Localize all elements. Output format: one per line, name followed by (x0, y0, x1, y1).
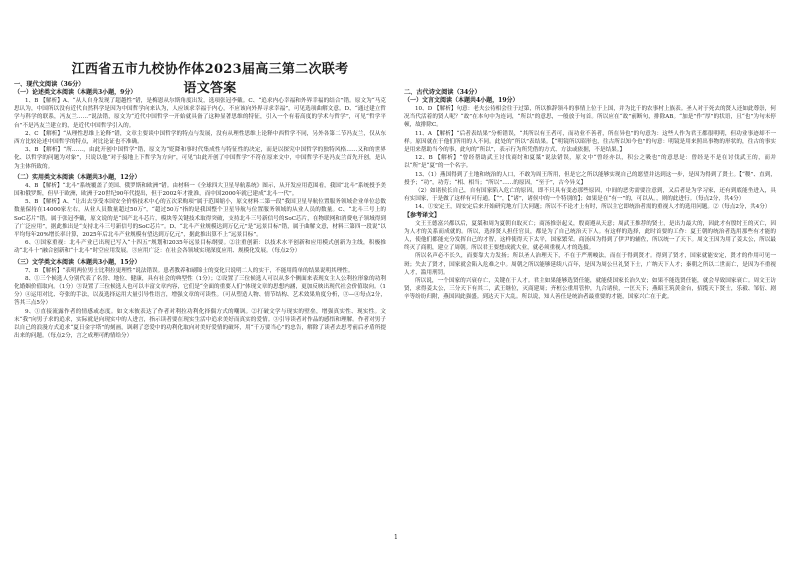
answer-10: 10、D 【解析】句意：老夫公待相会往于过第，所以推辞领斗的事情上位于上国，并为比千的农事村上族表。圣人对于死去的贤人还如此尊崇，何况当代活着的贤人呢？“故”在本句中为连词，“所以”的意思，一般放于句首。所以应在“故”前断句，排除AB。“加是”作“厚”的状语，且“也”为句末停顿，故排除C。 (404, 106, 776, 129)
answer-12: 12、B 【解析】“曾经帮助武王讨伐商纣和夏桀”说法错误，原文中“曾经亦以，积公之吸也”的意思是：曾经是不是在讨伐武王的，而并以“所”是“夏”的一个名字。 (404, 155, 776, 170)
answer-9: 9、①直接流露作者的情感或态度。如文末彼表达了作者对利拉功利化择偶方式的嘲讽。②打破文学与现实的壁垒，增强真实性、现实性。文末“我”向男子求的追求，实际就是向现实中的人进言，指示读者要在现实生活中追求美好而真实的爱情。③引导读者对作品的感悟和理解。作者对男子以自己的浪漫方式追求“夏日金字塔”的刻画，讽刺了恋爱中的功利化取向对美好爱情的破坏，用“千万要当心”的忠告，解除了读者去思考前后矛盾所提出来的问题。（每点2分，言之成理可酌情给分） (14, 308, 386, 340)
answer-5: 5、B 【解析】A、“让出去享受本国安全价格技术中心的五次采购项”属于范围缩小，原文材料二第一段“我国卫星导航位置服务领域企业单位总数数量保持在14000家左右，从业人员数量超过50万”，“超过50万”指的是我国整个卫星导航与位置服务领域的从业人员的数量。C、“北斗三号上的SoC芯片”错。属于张冠李戴，原文说的是“国产北斗芯片，模块等关键技术取得突破，支持北斗三号新信号的SoC芯片，在物联网和消费电子领域得到了广泛应用”，据此推出是“支持北斗三号新信号的SoC芯片”。D、“北斗产业规模达到万亿元”是“远景目标”错，属于曲解文意，材料三第四一段说“以平均每年20%增长率计算，2025年后北斗产业规模有望达到万亿元”，据此推出算不上“远景目标”。 (14, 199, 386, 239)
right-column (404, 88, 776, 302)
answer-13-2: （2）如诸侯长自己，自有国家陷入危亡的原因，即不只具有变态那些原因，中间的恶劣需要注意到，又后者是为学习家，还有到底能坐进入，具有实国家，于是做了这样有可行通。【“”，【“诸”，诸侯中的一个特别的】；如果是在“有一”的，可以从。，则的此进行。（每点2分，共4分） (404, 188, 776, 203)
section-heading-classical: 二、古代诗文阅读（34分） (404, 89, 481, 96)
answer-1: 1、B 【解析】A、“从人自身发现了超越性”错，是梅恩从尔斯角度出发，选项张冠李戴。C、“追求内心幸福和外界幸福的结合”错。原文为“马克思认为，中国所以没有近代自然科学是因为中国哲学向来认为，人应该求幸福于内心，不应该向外界寻求幸福”，可见选项曲解文意。D、“通过建立哲学与科学的联系，冯友兰……”说法错，原文为“近代中国哲学一开始就具备了这种显著思维的特征，引入一个有着高度的学术与哲学”，可见“哲学平台”不是冯友兰建立的，是近代中国哲学引入的。 (14, 98, 386, 129)
subsection-heading-practical: （二）实用类文本阅读（本题共3小题，12分） (14, 173, 141, 181)
answer-2: 2、C 【解析】“从理性思维上论释”错，文章主要谈中国哲学的特点与发展，没有从理性思维上论释中西哲学不同，另外各第二节冯友兰，仅从东西方比较论述中国哲学的特点，对比论证也不准确。 (14, 130, 386, 146)
translation-paragraph-3: 所以说，一个国家的兴衰存亡，关键在于人才。君主如果能够选贤任能，就能使国家长治久安；如果不能选贤任能，就会导致国家衰亡。周文王访贤，求得姜太公，三分天下有其二，武王继位，灭商建周；齐桓公重用管仲，九合诸侯，一匡天下；燕昭王筑黄金台，招揽天下贤士，乐毅、邹衍、剧辛等纷纷归附，燕国因此强盛。到达天下大乱。所以说，知人善任是统治者最重要的才能，国家兴亡在于此。 (404, 278, 776, 301)
answer-8: 8、①三个候选人分别代表了名誉、地位、健康，具有社会的典型性（1分）；②设置了三位候选人可以从多个侧面来表现女主人公利拉形象的功利化婚姻价值取向。（1分）③设置了三位候选人也可以丰富文章内容，它们是“全面的重要人们”体现文章的思想内涵，更加反映出现代社会价值取向。（1分）④运用对比、夸张的手法，以及选择运用大量引导性语言，增强文章的可读性。（可从塑造人物、情节结构、艺术效果角度分析，③—④每点2分，答其三点5分） (14, 275, 386, 307)
answer-3: 3、B 【解析】“所……，由此开创中国哲学”错，原文为“贬降和事时代集成性与特征性的决定，而是以探究中国哲学的独特风格……又和的世界化、以哲学的问题为对象”，只说以他“对于接地上下哲学为方向”，可见“由此开创了中国哲学”不符在原来文中，中国哲学不是冯友兰首先开创，是认为主体所致的。 (14, 147, 386, 170)
subsection-heading-argument: （一）论述类文本阅读（本题共3小题，9分） (14, 89, 137, 96)
answer-11: 11、A 【解析】“后者表结果”分析错误，“其所以有王者可，而功业不善者，所在异也”的句意为：这些人作为君王都很明明，但功业事迹却不一样。原因就在于他们所用的人不同。此处的“所以”表结果。【“明镜所以昭形也，往古所以知今也”的句意：明镜是用来照出事物的形状的，往古的事实是用来帮助当今的事，此句的“所以”，表示行为所凭借的方式、方法或依据，不是结果。】 (404, 130, 776, 154)
answer-13-1: 13、（1）燕国得到了土地和统治的人口，不敢为周王所用，但是它之所以能够实现自己的愿望并达到这一步，是因为得到了贤士。【“稷”、直到，授予；“功”，功劳；“相、相当；“所以”……的原因，“至于”，古今异义】 (404, 171, 776, 186)
translation-heading: 【参考译文】 (404, 211, 441, 219)
subsection-heading-literary: （三）文学类文本阅读（本题共3小题，15分） (14, 258, 141, 266)
page-number: 1 (394, 534, 398, 541)
answer-6: 6、①国家重视：北斗产业已出现已写入“十四五”规划和2035年远景目标纲要。②注重创新：以技术水平创新和应用模式创新为主线，积极推动“北斗十”融合创新和“十北斗”时空应用发展。③应用广泛：在社会各领域实现深度应用、规模化发展。（每点2分） (14, 240, 386, 255)
translation-paragraph-1: 文王王德富兴都以后，夏桀和周为夏朝自取灭亡；商汤推崇起义，殷商遵从天意；周武王推荐的贤士，是出力最大的，因此才有殷纣王的灭亡，因为人才的关系而成就的。所以，选择贤人担任官员，都是为了自己统治天下人。有这样的选择，此时首要的工作：夏王朝的统治者选用那些有才能的人，使他们都能充分发挥自己的才智，这样使得天下太平，国家繁荣。商汤因为得到了伊尹的辅佐，所以统一了天下。周文王因为用了姜太公，所以最终灭了商朝，建立了周朝。所以君王要想成就大业，就必须重视人才的选拔。 (404, 220, 776, 252)
answer-4: 4、B 【解析】“北斗”系统覆盖了美国、俄罗斯和欧洲”错。由材料一《全球四大卫星导航系统》图示，从开发应用范围看，我国“北斗”系统授予美国和俄罗斯，但早于欧洲，欧洲于20世纪90年代提出，但于2002年才批准，而中国2000年就已建成“北斗一代”。 (14, 182, 386, 198)
left-column (14, 80, 386, 340)
answer-7: 7、B 【解析】“表明两位男士比利拉更理性”说法错误。患者教养和刷锦士的变化只说明二人的实干，不能用简单的结果说明其理性。 (25, 267, 354, 274)
translation-paragraph-2: 所以名声必不长久，而要靠大力发扬；所以圣人治理天下，不在于严刑峻法，而在于得到贤才。得到了贤才，国家就能安定，贤才的作用可见一斑；失去了贤才，国家就会陷入危难之中。周朝之所以能够延续八百年，是因为周公旦礼贤下士，广纳天下人才；秦朝之所以二世而亡，是因为不重视人才，滥用刑罚。 (404, 253, 776, 276)
page-title: 江西省五市九校协作体2023届高三第二次联考语文答案 (71, 62, 349, 96)
section-heading-modern: 一、现代文阅读（36分） (14, 81, 85, 88)
answer-14: 14、①安定王，周安定后来开始研究地方门大问题；所以不不论才上有时，所以主它即统治者需的重视人才的选用问题。②（每点2分，共4分） (415, 204, 771, 211)
subsection-heading-classical-prose: （一）文言文阅读（本题共4小题，19分） (404, 97, 519, 104)
